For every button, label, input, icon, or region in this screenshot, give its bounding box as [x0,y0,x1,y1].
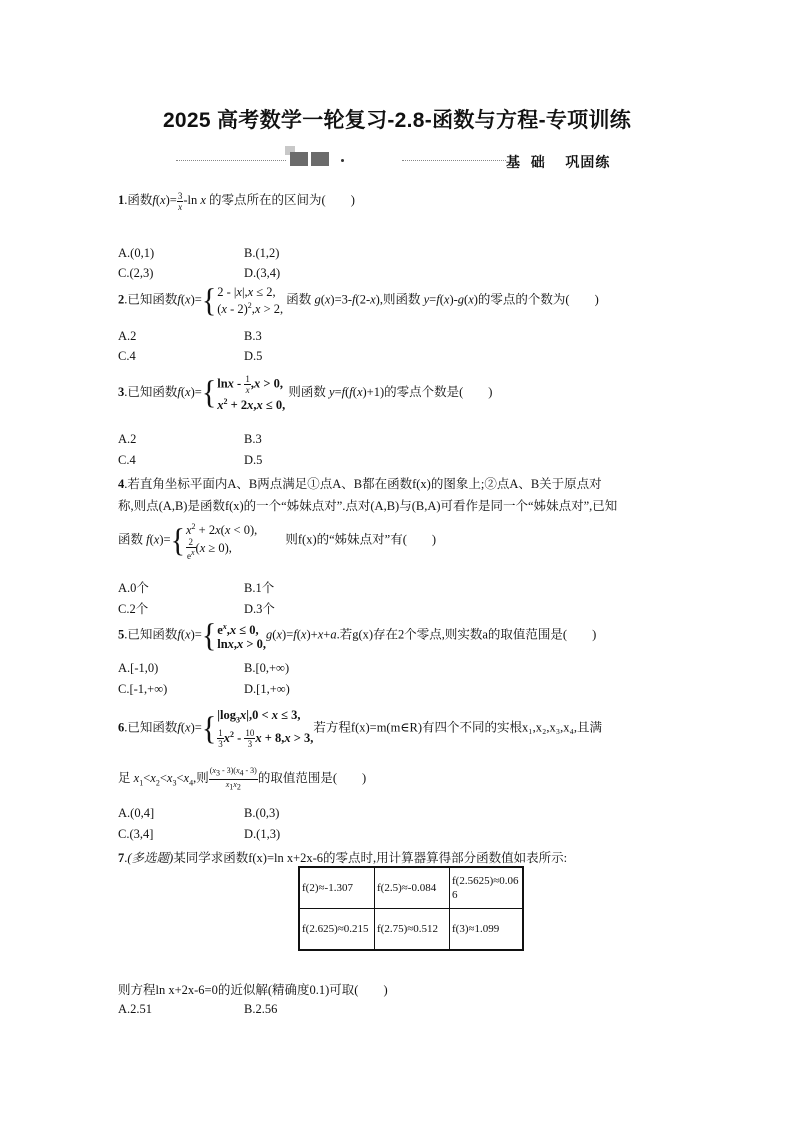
option: D.3个 [244,602,275,616]
section-label: 基 础 巩固练 [506,154,611,170]
option: B.3 [244,329,262,343]
option: B.(0,3) [244,806,280,820]
option: D.5 [244,349,263,363]
option: C.2个 [118,602,149,616]
page-title: 2025 高考数学一轮复习-2.8-函数与方程-专项训练 [162,109,632,132]
option: A.0个 [118,581,149,595]
divider-right [402,160,506,161]
option: A.2.51 [118,1002,153,1016]
option: D.(1,3) [244,827,281,841]
option: B.1个 [244,581,275,595]
option: C.(3,4] [118,827,154,841]
table-cell: f(2)≈-1.307 [299,867,375,909]
question-1: 1.函数f(x)= $\frac{3}{x}$ -ln x 的零点所在的区间为( ) [118,190,355,212]
option: D.(3,4) [244,266,281,280]
header-decor-dot [341,159,344,162]
option: A.(0,4] [118,806,155,820]
question-5: 5.已知函数f(x)={ $e^x,x \le 0$, lnx,x > 0, g(x)=f(x)+x+a.若g(x)存在2个零点,则实数a的取值范围是( ) [118,616,597,654]
question-7-followup: 则方程ln x+2x-6=0的近似解(精确度0.1)可取( ) [118,983,388,997]
question-4-line3: 函数 f(x)={ $x^2 + 2x(x < 0)$, $\frac{2}{e^x}$ (x ≥ 0), 则f(x)的“姊妹点对”有( ) [118,521,437,562]
question-3: 3.已知函数f(x)={ lnx - $\frac{1}{x}$ ,x > 0, $x^2 + 2x,x \le 0$, 则函数 y=f(f(x)+1)的零点个数是( ) [118,374,493,413]
header-decor-block [311,152,329,166]
option: A.2 [118,329,137,343]
table-cell: f(2.5625)≈0.066 [450,867,524,909]
option: C.4 [118,349,136,363]
question-7: 7.(多选题)某同学求函数f(x)=ln x+2x-6的零点时,用计算器算得部分函数值如表所示: [118,851,568,865]
option: B.2.56 [244,1002,278,1016]
option: D.5 [244,453,263,467]
option: C.4 [118,453,136,467]
option: A.2 [118,432,137,446]
header-decor-block [290,152,308,166]
table-cell: f(2.75)≈0.512 [375,909,450,951]
divider-left [176,160,286,161]
option: C.(2,3) [118,266,154,280]
question-2: 2.已知函数f(x)={ 2 - |x|,x ≤ 2, (x - 2)$^2$,x > 2, 函数 g(x)=3-f(2-x),则函数 y=f(x)-g(x)的零点的个数为( ) [118,281,599,319]
option: C.[-1,+∞) [118,682,168,696]
table-row [299,909,523,951]
option: A.(0,1) [118,246,155,260]
question-4: 4.若直角坐标平面内A、B两点满足①点A、B都在函数f(x)的图象上;②点A、B关于原点对 [118,477,602,491]
function-value-table [298,866,524,951]
table-cell: f(2.5)≈-0.084 [375,867,450,909]
table-row [299,867,523,909]
option: A.[-1,0) [118,661,159,675]
table-cell: f(2.625)≈0.215 [299,909,375,951]
option: B.3 [244,432,262,446]
option: B.[0,+∞) [244,661,290,675]
table-cell: f(3)≈1.099 [450,909,524,951]
option: B.(1,2) [244,246,280,260]
question-6: 6.已知函数f(x)={ $|\log_3x|,0 < x \le 3$, $\frac{1}{3}$ $x^2$ - $\frac{10}{3}$ x + 8,x > 3, 若方程f(x)=m(m∈R)有四个不同的实根x₁,x₂,x₃,x₄,且满 [118,708,602,750]
question-4-line2: 称,则点(A,B)是函数f(x)的一个“姊妹点对”.点对(A,B)与(B,A)可看作是同一个“姊妹点对”,已知 [118,499,618,513]
option: D.[1,+∞) [244,682,290,696]
question-6-line2: 足 $x_1<x_2<x_3<x_4$,则 $\frac{(x_3 - 3)(x_4 - 3)}{x_1x_2}$ 的取值范围是( ) [118,766,367,792]
